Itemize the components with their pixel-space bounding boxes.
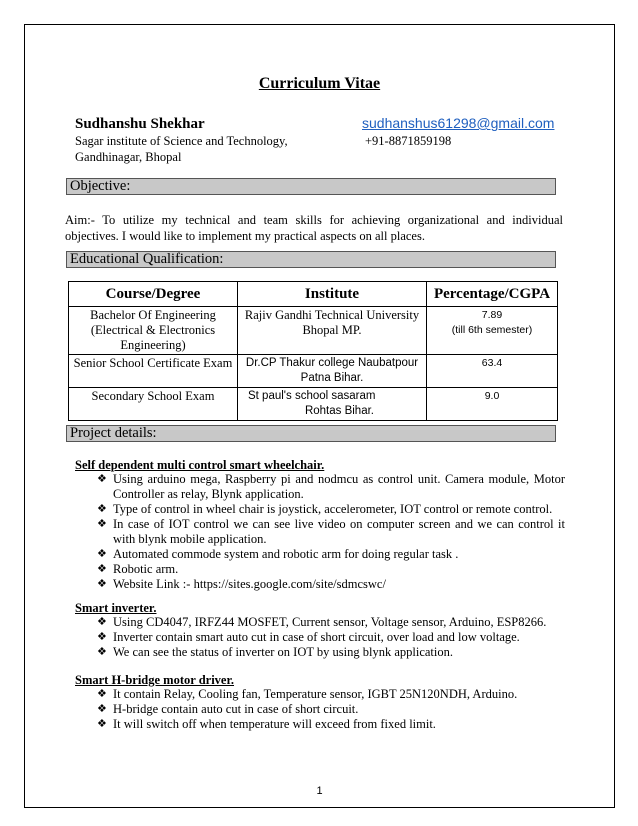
document-title: Curriculum Vitae bbox=[258, 75, 381, 92]
diamond-bullet-icon: ❖ bbox=[97, 563, 107, 575]
list-item: ❖ H-bridge contain auto cut in case of short circuit. bbox=[97, 702, 359, 716]
course-cell: Senior School Certificate Exam bbox=[69, 355, 238, 388]
project-bullets bbox=[97, 687, 565, 732]
course-cell: Bachelor Of Engineering (Electrical & Electronics Engineering) bbox=[69, 307, 238, 355]
table-row bbox=[69, 355, 558, 388]
project-bullets bbox=[97, 615, 565, 660]
score-cell: 63.4 bbox=[427, 355, 558, 388]
institute-location: Patna Bihar. bbox=[300, 372, 364, 384]
cv-page bbox=[24, 24, 615, 808]
project-bullets bbox=[97, 472, 565, 592]
phone-number: +91-8871859198 bbox=[365, 134, 452, 148]
list-item: ❖ Website Link :- https://sites.google.com/site/sdmcswc/ bbox=[97, 577, 386, 591]
institute-cell bbox=[238, 388, 427, 421]
objective-text: Aim:- To utilize my technical and team skills for achieving organizational and individual objectives. I would like to implement my practical aspects on all places. bbox=[65, 213, 563, 243]
score-note: (till 6th semester) bbox=[451, 324, 533, 336]
course-cell: Secondary School Exam bbox=[69, 388, 238, 421]
education-heading: Educational Qualification: bbox=[66, 251, 556, 268]
objective-heading: Objective: bbox=[66, 178, 556, 195]
diamond-bullet-icon: ❖ bbox=[97, 503, 107, 515]
column-header: Course/Degree bbox=[69, 282, 238, 307]
table-row bbox=[69, 388, 558, 421]
list-item: ❖ It contain Relay, Cooling fan, Temperature sensor, IGBT 25N120NDH, Arduino. bbox=[97, 687, 518, 701]
list-item: ❖ In case of IOT control we can see live video on computer screen and we can control it with blynk mobile application. bbox=[97, 517, 565, 546]
diamond-bullet-icon: ❖ bbox=[97, 578, 107, 590]
list-item: ❖ It will switch off when temperature will exceed from fixed limit. bbox=[97, 717, 436, 731]
list-item: ❖ Using arduino mega, Raspberry pi and nodmcu as control unit. Camera module, Motor Controller as relay, Blynk application. bbox=[97, 472, 565, 501]
page-number: 1 bbox=[316, 785, 323, 797]
table-header-row bbox=[69, 282, 558, 307]
institute-location: Rohtas Bihar. bbox=[304, 405, 374, 417]
column-header: Percentage/CGPA bbox=[427, 282, 558, 307]
list-item: ❖ Robotic arm. bbox=[97, 562, 179, 576]
list-item: ❖ We can see the status of inverter on IOT by using blynk application. bbox=[97, 645, 453, 659]
diamond-bullet-icon: ❖ bbox=[97, 548, 107, 560]
diamond-bullet-icon: ❖ bbox=[97, 646, 107, 658]
candidate-name: Sudhanshu Shekhar bbox=[75, 116, 205, 132]
list-item: ❖ Using CD4047, IRFZ44 MOSFET, Current sensor, Voltage sensor, Arduino, ESP8266. bbox=[97, 615, 547, 629]
diamond-bullet-icon: ❖ bbox=[97, 703, 107, 715]
institute-cell bbox=[238, 355, 427, 388]
project-title: Smart H-bridge motor driver. bbox=[75, 673, 235, 687]
list-item: ❖ Type of control in wheel chair is joystick, accelerometer, IOT control or remote control. bbox=[97, 502, 553, 516]
education-table bbox=[68, 281, 558, 421]
project-title: Smart inverter. bbox=[75, 601, 157, 615]
project-title: Self dependent multi control smart wheelchair. bbox=[75, 458, 325, 472]
diamond-bullet-icon: ❖ bbox=[97, 518, 107, 530]
column-header: Institute bbox=[238, 282, 427, 307]
list-item: ❖ Automated commode system and robotic arm for doing regular task . bbox=[97, 547, 459, 561]
institute-name: Dr.CP Thakur college Naubatpour bbox=[245, 357, 419, 369]
email-link[interactable]: sudhanshus61298@gmail.com bbox=[362, 115, 555, 131]
score-cell: 9.0 bbox=[427, 388, 558, 421]
diamond-bullet-icon: ❖ bbox=[97, 473, 107, 485]
score-value: 7.89 bbox=[481, 309, 503, 321]
institute-cell: Rajiv Gandhi Technical University Bhopal MP. bbox=[238, 307, 427, 355]
diamond-bullet-icon: ❖ bbox=[97, 631, 107, 643]
list-item: ❖ Inverter contain smart auto cut in case of short circuit, over load and low voltage. bbox=[97, 630, 520, 644]
diamond-bullet-icon: ❖ bbox=[97, 688, 107, 700]
institute-name: St paul's school sasaram bbox=[248, 390, 376, 402]
score-cell bbox=[427, 307, 558, 355]
diamond-bullet-icon: ❖ bbox=[97, 718, 107, 730]
projects-heading: Project details: bbox=[66, 425, 556, 442]
diamond-bullet-icon: ❖ bbox=[97, 616, 107, 628]
institute-line-2: Gandhinagar, Bhopal bbox=[75, 150, 182, 164]
table-row bbox=[69, 307, 558, 355]
institute-line-1: Sagar institute of Science and Technology, bbox=[75, 134, 288, 148]
